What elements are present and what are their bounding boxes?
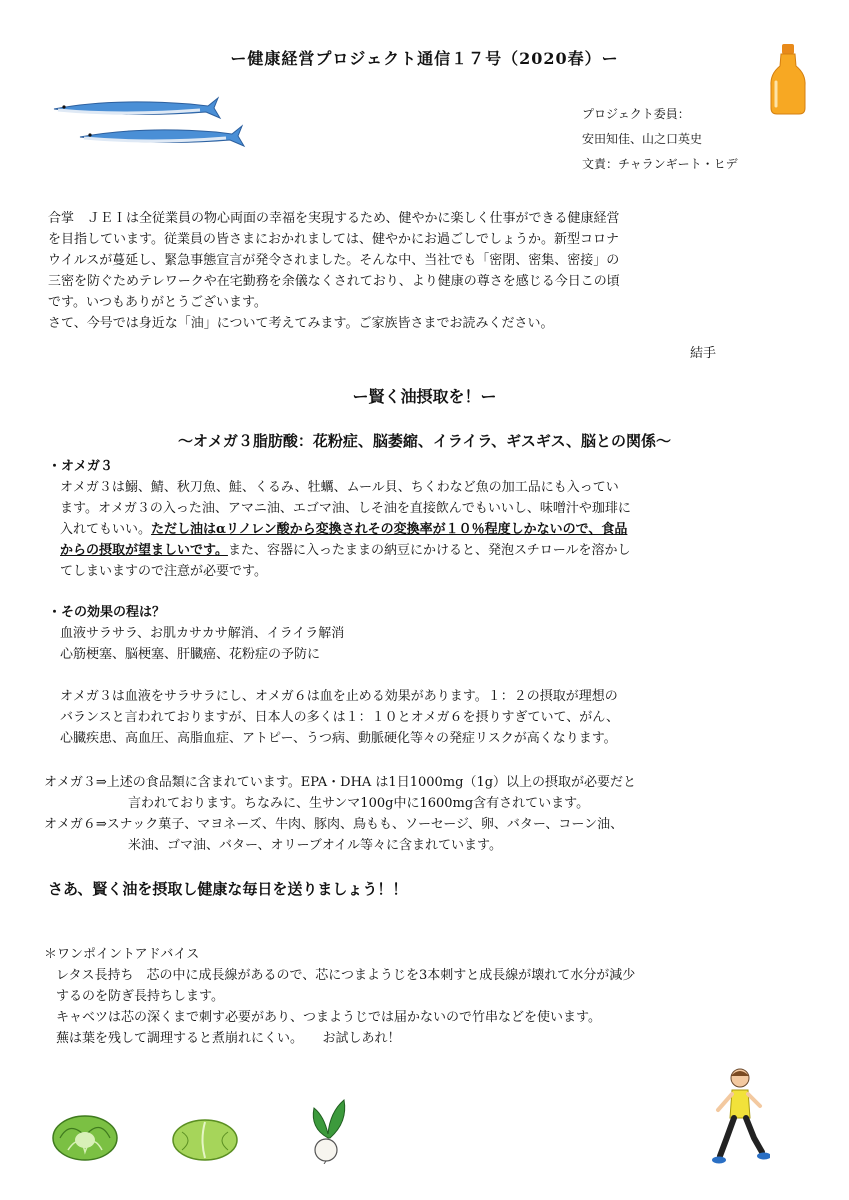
effects-item: 心筋梗塞、脳梗塞、肝臓癌、花粉症の予防に — [60, 647, 321, 662]
cabbage-icon — [170, 1118, 240, 1162]
omega3-section — [48, 456, 808, 582]
omega3-emphasis: ただし油はαリノレン酸から変換されその変換率が１０％程度しかないので、食品 — [151, 522, 628, 537]
oil-bottle-icon — [768, 42, 808, 116]
omega3-text: また、容器に入ったままの納豆にかけると、発泡スチロールを溶かし — [227, 543, 631, 558]
fish-bottom — [80, 126, 244, 146]
fish-top — [54, 98, 220, 118]
intro-line: です。いつもありがとうございます。 — [48, 295, 267, 310]
lettuce-icon — [50, 1110, 120, 1162]
foods-section — [44, 772, 804, 856]
omega3-line: てしまいますので注意が必要です。 — [60, 564, 267, 579]
intro-line: さて、今号では身近な「油」について考えてみます。ご家族皆さまでお読みください。 — [48, 316, 554, 331]
omega3-line: ます。オメガ３の入った油、アマニ油、エゴマ油、しそ油を直接飲んでもいいし、味噌汁や珈琲に — [60, 501, 631, 516]
omega3-text: 入れてもいい。 — [60, 522, 152, 537]
section-heading: ー賢く油摂取を！ー — [352, 387, 497, 406]
turnip-icon — [300, 1098, 356, 1164]
omega3-line: オメガ３は鰯、鯖、秋刀魚、鮭、くるみ、牡蠣、ムール貝、ちくわなど魚の加工品にも入ってい — [60, 480, 619, 495]
effects-item: 血液サラサラ、お肌カサカサ解消、イライラ解消 — [60, 626, 345, 641]
members-author: 文責：チャランギート・ヒデ — [582, 157, 738, 171]
slogan: さあ、賢く油を摂取し健康な毎日を送りましょう！！ — [48, 880, 408, 898]
omega3-emphasis: からの摂取が望ましいです。 — [60, 543, 228, 558]
members-label: プロジェクト委員： — [582, 107, 690, 121]
omega3-foods: オメガ３⇒上述の食品類に含まれています。EPA・DHA は1日1000mg（1g）以上の摂取が必要だと — [44, 775, 637, 790]
intro-line: ウイルスが蔓延し、緊急事態宣言が発令されました。そんな中、当社でも「密閉、密集、密接」の — [48, 253, 620, 268]
effects-line: 心臓疾患、高血圧、高脂血症、アトピー、うつ病、動脈硬化等々の発症リスクが高くなります。 — [60, 731, 617, 746]
members-names: 安田知佳、山之口英史 — [582, 132, 703, 146]
fish-icon — [50, 92, 250, 156]
intro-paragraph — [48, 208, 808, 334]
omega6-foods: オメガ６⇒スナック菓子、マヨネーズ、牛肉、豚肉、鳥もも、ソーセージ、卵、バター、コーン油、 — [44, 817, 624, 832]
effects-line: バランスと言われておりますが、日本人の多くは１：１０とオメガ６を摂りすぎていて、がん、 — [60, 710, 620, 725]
advice-line: レタス長持ち 芯の中に成長線があるので、芯につまようじを3本刺すと成長線が壊れて水分が減少 — [56, 968, 636, 983]
omega6-foods: 米油、ゴマ油、バター、オリーブオイル等々に含まれています。 — [128, 838, 503, 853]
advice-line: キャベツは芯の深くまで刺す必要があり、つまようじでは届かないので竹串などを使います。 — [56, 1010, 601, 1025]
effects-section — [48, 602, 808, 665]
project-members — [582, 102, 738, 177]
effects-label: ・その効果の程は？ — [48, 605, 166, 620]
effects-line: オメガ３は血液をサラサラにし、オメガ６は血を止める効果があります。１：２の摂取が理想の — [60, 689, 618, 704]
omega3-line — [48, 540, 808, 561]
intro-line: を目指しています。従業員の皆さまにおかれましては、健やかにお過ごしでしょうか。新型コロナ — [48, 232, 619, 247]
advice-line: するのを防ぎ長持ちします。 — [56, 989, 224, 1004]
advice-label: ＊ワンポイントアドバイス — [44, 947, 200, 962]
advice-line: 蕪は葉を残して調理すると煮崩れにくい。 お試しあれ！ — [56, 1031, 401, 1046]
intro-line: 三密を防ぐためテレワークや在宅勤務を余儀なくされており、より健康の尊さを感じる今日この頃 — [48, 274, 620, 289]
omega3-label: ・オメガ３ — [48, 459, 113, 474]
omega3-line — [48, 519, 808, 540]
closing-salutation: 結手 — [690, 346, 717, 361]
omega3-foods: 言われております。ちなみに、生サンマ100g中に1600mg含有されています。 — [128, 796, 590, 811]
page-title: ー健康経営プロジェクト通信１７号（2020春）ー — [230, 49, 619, 68]
intro-line: 合掌 ＪＥＩは全従業員の物心両面の幸福を実現するため、健やかに楽しく仕事ができる健康経営 — [48, 211, 620, 226]
effects-paragraph — [48, 686, 808, 749]
runner-icon — [710, 1066, 770, 1168]
advice-section — [44, 944, 804, 1049]
section-subheading: ～オメガ３脂肪酸：花粉症、脳萎縮、イライラ、ギスギス、脳との関係～ — [177, 432, 672, 450]
